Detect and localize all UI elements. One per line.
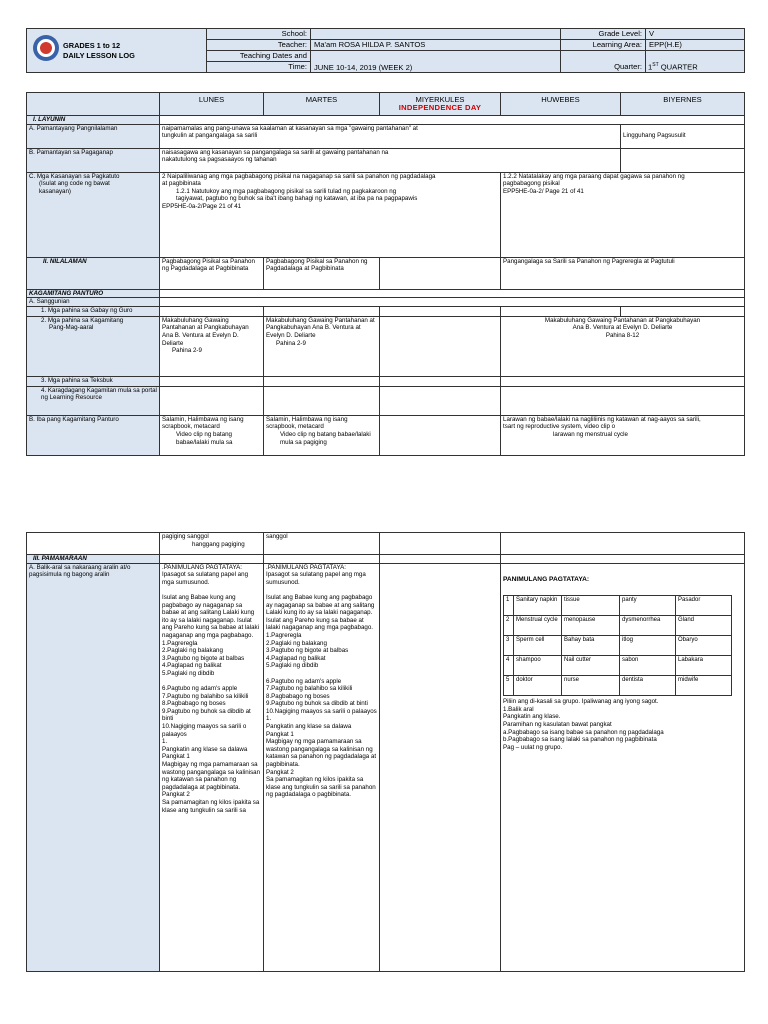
lesson-table-page1 bbox=[26, 92, 744, 456]
quiz-cell: midwife bbox=[676, 676, 732, 696]
sanggunian-martes: Makabuluhang Gawaing Pantahanan at Pangkabuhayan Ana B. Ventura at Evelyn D. Deliarte Pahina 2-9 bbox=[264, 316, 380, 376]
pamantayang-pangnilalaman-text: naipamamalas ang pang-unawa sa kaalaman at kasanayan sa mga "gawaing pantahanan" at tungkulin at pangangalaga sa sarili bbox=[160, 124, 621, 148]
quiz-cell: Nail cutter bbox=[562, 656, 620, 676]
quiz-cell: Pasador bbox=[676, 596, 732, 616]
pamamaraan-martes: .PANIMULANG PAGTATAYA: Ipasagot sa sulatang papel ang mga sumusunod. Isulat ang Babae kung ang pagbabago ay nagaganap sa babae at ang salitang Lalaki kung ito ay sa lalaki nagaganap. Isulat ang Pareho kung sa babae at lalaki nagaganap ang mga pagbabago. 1.Pagreregla 2.Paglaki ng balakang 3.Pagtubo ng bigote at balbas 4.Paglapad ng balikat 5.Paglaki ng dibdib 6.Pagtubo ng adam's apple 7.Pagtubo ng balahibo sa kilikili 8.Pagbabago ng boses 9.Pagtubo ng buhok sa dibdib at binti 10.Nagiging maayos sa sarili o palaayos 1. Pangkatin ang klase sa dalawa Pangkat 1 Magbigay ng mga pamamaraan sa wastong pangangalaga sa kalinisan ng katawan sa panahon ng pagdadalaga at pagbibinata. Pangkat 2 Sa pamamagitan ng kilos ipakita sa klase ang tungkulin sa sarili sa panahon ng pagdadalaga o pagbibinata. bbox=[264, 563, 380, 971]
dates-label: Teaching Dates and bbox=[207, 51, 311, 62]
friday-assessment: Lingguhang Pagsusulit bbox=[621, 124, 745, 148]
nilalaman-huwebes: Pangangalaga sa Sarili sa Panahon ng Pagreregla at Pagtutuli bbox=[501, 257, 745, 289]
row-label-gabay-ng-guro: 1. Mga pahina sa Gabay ng Guro bbox=[27, 306, 160, 316]
quiz-cell: nurse bbox=[562, 676, 620, 696]
quiz-cell: 4 bbox=[504, 656, 514, 676]
doc-title bbox=[63, 41, 135, 61]
dates-value: JUNE 10-14, 2019 (WEEK 2) bbox=[311, 51, 561, 73]
quiz-cell: dysmenorrhea bbox=[620, 616, 676, 636]
section-kagamitang-panturo: KAGAMITANG PANTURO bbox=[27, 289, 160, 298]
quiz-cell: sabon bbox=[620, 656, 676, 676]
row-label-karagdagang-kagamitan: 4. Karagdagang Kagamitan mula sa portal ng Learning Resource bbox=[27, 386, 160, 415]
quiz-cell: panty bbox=[620, 596, 676, 616]
continued-martes: sanggol bbox=[264, 533, 380, 555]
pamamaraan-huwebes-title: PANIMULANG PAGTATAYA: bbox=[503, 575, 590, 583]
row-label-pamantayang-pangnilalaman: A. Pamantayang Pangnilalaman bbox=[27, 124, 160, 148]
lesson-table-page2 bbox=[26, 532, 744, 972]
quiz-cell: shampoo bbox=[514, 656, 562, 676]
doc-title-line2: DAILY LESSON LOG bbox=[63, 51, 135, 60]
quiz-cell: Menstrual cycle bbox=[514, 616, 562, 636]
kagamitan-martes: Salamin, Halimbawa ng isang scrapbook, metacard Video clip ng batang babae/lalaki mula sa pagiging bbox=[264, 415, 380, 455]
day-header-miyerkules: MIYERKULES INDEPENDENCE DAY bbox=[380, 93, 501, 116]
learning-area-value: EPP(H.E) bbox=[646, 40, 745, 51]
day-header-huwebes: HUWEBES bbox=[501, 93, 621, 116]
kasanayan-thursday-text: 1.2.2 Natatalakay ang mga paraang dapat gagawa sa panahon ng pagbabagong pisikal EPP5HE-0a-2/ Page 21 of 41 bbox=[501, 172, 745, 257]
sanggunian-huwebes: Makabuluhang Gawaing Pantahanan at Pangkabuhayan Ana B. Ventura at Evelyn D. Deliarte Pahina 8-12 bbox=[501, 316, 745, 376]
quiz-cell: doktor bbox=[514, 676, 562, 696]
quiz-cell: dentista bbox=[620, 676, 676, 696]
logo-cell bbox=[27, 29, 207, 73]
header-section bbox=[26, 28, 744, 73]
quiz-cell: Obaryo bbox=[676, 636, 732, 656]
row-label-kagamitang-mag-aaral: 2. Mga pahina sa Kagamitang Pang-Mag-aaral bbox=[27, 316, 160, 376]
learning-area-label: Learning Area: bbox=[561, 40, 646, 51]
quiz-cell: Bahay bata bbox=[562, 636, 620, 656]
day-header-martes: MARTES bbox=[264, 93, 380, 116]
time-label: Time: bbox=[207, 62, 311, 73]
deped-seal-icon bbox=[33, 35, 59, 61]
quiz-cell: Gland bbox=[676, 616, 732, 636]
kasanayan-text: 2 Naipaliliwanag ang mga pagbabagong pisikal na nagaganap sa sarili sa panahon ng pagdadalaga at pagbibinata 1.2.1 Natutukoy ang mga pagbabagong pisikal sa sarili tulad ng pagkakaroon ng tagiyawat, pagtubo ng buhok sa iba't ibang bahagi ng katawan, at iba pa na pagpapawis EPP5HE-0a-2/Page 21 of 41 bbox=[160, 172, 501, 257]
section-pamamaraan: III. PAMAMARAAN bbox=[27, 555, 160, 564]
day-header-lunes: LUNES bbox=[160, 93, 264, 116]
quiz-cell: menopause bbox=[562, 616, 620, 636]
lesson-table bbox=[26, 92, 745, 456]
school-label: School: bbox=[207, 29, 311, 40]
row-label-kasanayan: C. Mga Kasanayan sa Pagkatuto (Isulat ang code ng bawat kasanayan) bbox=[27, 172, 160, 257]
quiz-cell: itlog bbox=[620, 636, 676, 656]
teacher-value: Ma'am ROSA HILDA P. SANTOS bbox=[311, 40, 561, 51]
doc-title-line1: GRADES 1 to 12 bbox=[63, 41, 121, 50]
sanggunian-lunes: Makabuluhang Gawaing Pantahanan at Pangkabuhayan Ana B. Ventura at Evelyn D. Deliarte Pahina 2-9 bbox=[160, 316, 264, 376]
row-label-teksbuk: 3. Mga pahina sa Teksbuk bbox=[27, 376, 160, 386]
nilalaman-martes: Pagbabagong Pisikal sa Panahon ng Pagdadalaga at Pagbibinata bbox=[264, 257, 380, 289]
quarter-value: 1ST QUARTER bbox=[648, 62, 698, 72]
school-value bbox=[311, 29, 561, 40]
quiz-cell: 5 bbox=[504, 676, 514, 696]
quiz-cell: Labakara bbox=[676, 656, 732, 676]
quiz-cell: Sperm cell bbox=[514, 636, 562, 656]
teacher-label: Teacher: bbox=[207, 40, 311, 51]
section-layunin: I. LAYUNIN bbox=[27, 116, 160, 125]
row-label-iba-pang-kagamitan: B. Iba pang Kagamitang Panturo bbox=[27, 415, 160, 455]
continued-lunes: pagiging sanggol hanggang pagiging bbox=[160, 533, 264, 555]
quiz-row bbox=[504, 676, 732, 696]
row-label-sanggunian: A. Sanggunian bbox=[27, 298, 160, 307]
lesson-table-continued bbox=[26, 532, 745, 972]
quiz-cell: Sanitary napkin bbox=[514, 596, 562, 616]
nilalaman-lunes: Pagbabagong Pisikal sa Panahon ng Pagdadalaga at Pagbibinata bbox=[160, 257, 264, 289]
grade-level-label: Grade Level: bbox=[561, 29, 646, 40]
quiz-cell: tissue bbox=[562, 596, 620, 616]
quiz-row bbox=[504, 616, 732, 636]
pamamaraan-huwebes-instructions: Piliin ang di-kasali sa grupo. Ipaliwanag ang iyong sagot. 1.Balik aral Pangkatin ang klase. Paramihan ng kasulatan bawat pangkat a.Pagbabago sa isang babae sa panahon ng pagdadalaga b.Pagbabago sa isang lalaki sa panahon ng pagbibinata Pag – uulat ng grupo. bbox=[503, 698, 664, 751]
section-nilalaman: II. NILALAMAN bbox=[27, 257, 160, 289]
pamantayan-sa-pagaganap-text: naisasagawa ang kasanayan sa pangangalaga sa sarili at gawaing pantahanan na nakatutulong sa pagsasaayos ng tahanan bbox=[160, 148, 621, 172]
quiz-row bbox=[504, 596, 732, 616]
quarter-label: Quarter: bbox=[614, 62, 642, 71]
grade-level-value: V bbox=[646, 29, 745, 40]
quiz-row bbox=[504, 636, 732, 656]
quiz-cell: 3 bbox=[504, 636, 514, 656]
pamamaraan-huwebes bbox=[501, 563, 745, 971]
row-label-pamantayan-sa-pagaganap: B. Pamantayan sa Pagaganap bbox=[27, 148, 160, 172]
quiz-row bbox=[504, 656, 732, 676]
day-header-biyernes: BIYERNES bbox=[621, 93, 745, 116]
kagamitan-huwebes: Larawan ng babae/lalaki na nagliliinis ng katawan at nag-aayos sa sarili, tsart ng reproductive system, video clip o larawan ng menstrual cycle bbox=[501, 415, 745, 455]
pamamaraan-lunes: .PANIMULANG PAGTATAYA: Ipasagot sa sulatang papel ang mga sumusunod. Isulat ang Babae kung ang pagbabago ay nagaganap sa babae at ang salitang Lalaki kung ito ay sa lalaki nagaganap. Isulat ang Pareho kung sa babae at lalaki nagaganap ang mga pagbabago. 1.Pagreregla 2.Paglaki ng balakang 3.Pagtubo ng bigote at balbas 4.Paglapad ng balikat 5.Paglaki ng dibdib 6.Pagtubo ng adam's apple 7.Pagtubo ng balahibo sa kilikili 8.Pagbabago ng boses 9.Pagtubo ng buhok sa dibdib at binti 10.Nagiging maayos sa sarili o palaayos 1. Pangkatin ang klase sa dalawa Pangkat 1 Magbigay ng mga pamamaraan sa wastong pangangalaga sa kalinisan ng katawan sa panahon ng pagdadalaga at pagbibinata. Pangkat 2 Sa pamamagitan ng kilos ipakita sa klase ang tungkulin sa sarili sa bbox=[160, 563, 264, 971]
row-label-balik-aral: A. Balik-aral sa nakaraang aralin at/o pagsisimula ng bagong aralin bbox=[27, 563, 160, 971]
quiz-cell: 2 bbox=[504, 616, 514, 636]
quiz-table bbox=[503, 595, 732, 696]
quiz-cell: 1 bbox=[504, 596, 514, 616]
holiday-note: INDEPENDENCE DAY bbox=[398, 102, 482, 112]
kagamitan-lunes: Salamin, Halimbawa ng isang scrapbook, metacard Video clip ng batang babae/lalaki mula sa bbox=[160, 415, 264, 455]
